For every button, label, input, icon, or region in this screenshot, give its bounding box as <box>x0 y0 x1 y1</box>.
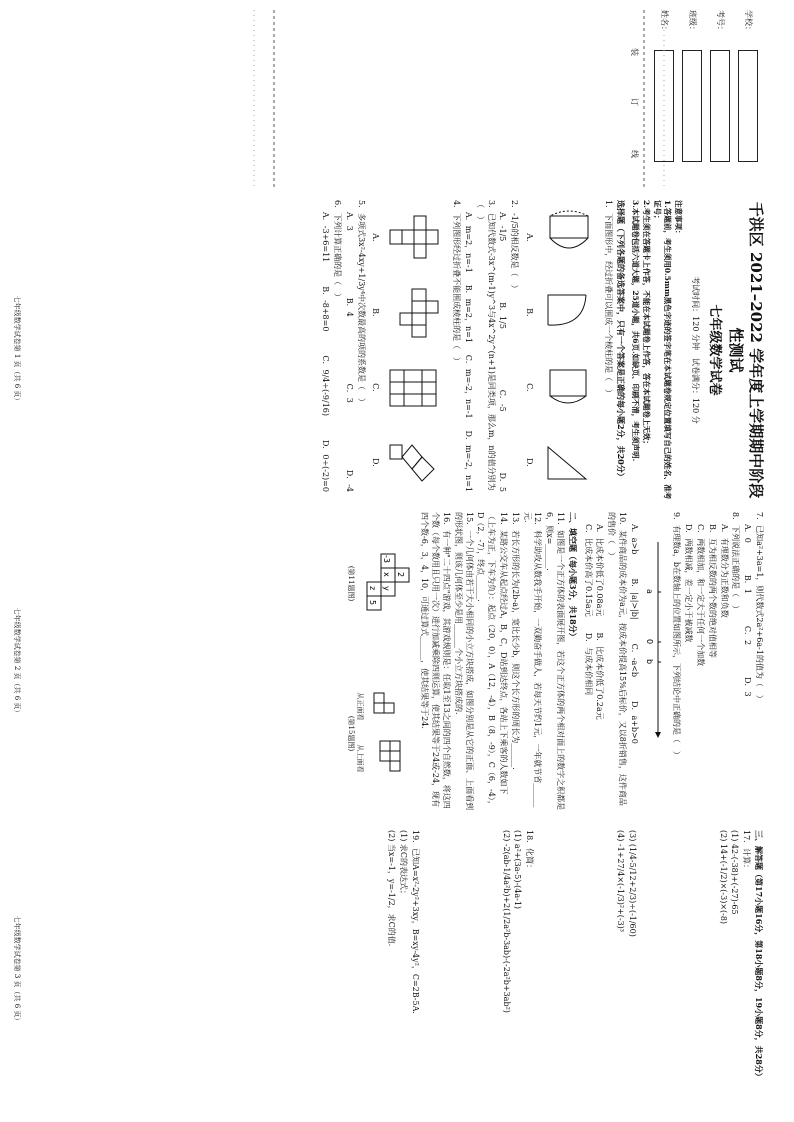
q2-option-a[interactable]: A．-1/5 <box>498 212 508 242</box>
q1-figure-c <box>538 360 596 416</box>
cube-cell-6: 5 <box>367 599 377 605</box>
q4-figure-b <box>384 285 442 341</box>
exam-number-label: 考号： <box>716 10 726 34</box>
q4-option-b[interactable]: B. <box>371 308 381 317</box>
q8-option-a[interactable]: A．有理数分为正数和负数 <box>719 524 729 618</box>
q10-options-cd: C．比成本价高了0.15a元 D．与成本价相同 <box>583 524 593 696</box>
q1-option-a[interactable]: A. <box>524 233 534 242</box>
q6-option-d[interactable]: D．0÷(-2)=0 <box>321 439 331 492</box>
question-6: 6．下列计算正确的是（ ） <box>332 200 342 302</box>
q8-option-d[interactable]: D．两数相减，差一定小于被减数 <box>684 524 694 643</box>
note-item: 3.本试题卷包括六道大题，25道小题，共6页.如缺页、印刷不清，考生须声明. <box>630 200 640 462</box>
section-1-heading: 选择题（下列各题的备选答案中，只有一个答案是正确的每小题2分，共20分） <box>615 200 626 481</box>
front-view-label: 从正面看 <box>356 692 365 721</box>
q6-option-a[interactable]: A．-3+6=11 <box>321 212 331 263</box>
figure-11 <box>345 544 410 624</box>
page-2-figures <box>345 512 410 812</box>
q19-part-1: (1) 求C的表达式； <box>399 830 409 898</box>
question-11: 11．如图是一个正方体的表面展开图，若这个正方体的两个相对面上的数字之积都是6，则x=______. <box>545 512 566 811</box>
q4-figure-a <box>384 210 442 266</box>
binding-dashed-lines <box>0 0 794 200</box>
question-3: 3．已知代数式-3x^(m-1)y^3与4x^2y^(n+1)是同类项，那么m，n的值分别为（ ） <box>475 200 496 491</box>
page-3-footer: 七年级数学试卷第 3 页（共 6 页） <box>13 915 22 1025</box>
q3-option-a[interactable]: A．m=2，n=-1 <box>463 212 473 273</box>
q6-options <box>319 200 330 500</box>
exam-subtitle: 七年级数学试卷 <box>707 304 723 396</box>
q8-option-b[interactable]: B．互为相反数的两个数的绝对值相等 <box>707 524 717 658</box>
q18-part-1: (1) a²+(3a-5)-(4a-1) <box>513 830 523 910</box>
bind-mark-zhuang: 装 <box>630 48 639 56</box>
question-18: 18．化简： <box>525 830 535 873</box>
q10-options-ab: A．比成本价低了0.08a元 B．比成本价低了0.2a元 <box>595 524 605 720</box>
q5-option-d[interactable]: D．-4 <box>344 469 354 492</box>
q19-part-2: (2) 当x=-1，y=-1/2，求C的值. <box>387 830 397 947</box>
q3-option-d[interactable]: D．m=-2，n=1 <box>463 430 473 492</box>
bind-mark-xian: 线 <box>630 150 639 158</box>
q6-option-b[interactable]: B．-8+8=0 <box>321 286 331 332</box>
question-5: 5．多项式3x²-4xy+1/3y⁴中次数最高的项的系数是（ ） <box>356 200 366 407</box>
section-2-heading: 二、填空题（每小题3分，共18分） <box>567 512 578 641</box>
q1-figure-d <box>538 435 596 491</box>
figure-11-label: (第11题图) <box>346 565 355 602</box>
exam-title: 千洪区 2021–2022 学年度上学期期中阶段性测试 <box>726 201 765 499</box>
question-10: 10．某件商品的成本价为a元，按成本价提高15%后标价，又以8折销售，这件商品的售价（ ） <box>607 512 628 806</box>
q4-options <box>370 200 381 500</box>
question-1: 1．下面图形中，经过折叠可以围成一个棱柱的是（ ） <box>603 200 613 398</box>
q1-option-b[interactable]: B. <box>524 308 534 317</box>
note-item: 1.答题前，考生须用0.5mm黑色字迹的签字笔在本试题卷规定位置填写自己的姓名、准考证号； <box>652 200 673 500</box>
axis-label-b: b <box>644 659 654 665</box>
axis-label-zero: 0 <box>644 639 654 645</box>
q2-option-c[interactable]: C．-5 <box>498 389 508 412</box>
exam-page-3 <box>0 830 794 1110</box>
q1-option-c[interactable]: C. <box>524 383 534 392</box>
q17-part-4: (4) -1+27/4×(-1/3)²+(-3)³ <box>616 830 626 933</box>
note-item: 2.考生须在答题卡上作答，不能在本试题卷上作答，答在本试题卷上无效； <box>641 200 651 448</box>
q18-part-2: (2) -2(ab-1/4a²b)+2(1/2a²b-3ab)-(-2a²b+3ab²) <box>501 830 511 1013</box>
question-2: 2．-1/5的相反数是（ ） <box>510 200 520 293</box>
q5-option-b[interactable]: B．4 <box>344 297 354 317</box>
question-13: 13．若长方形的长为(2b-a)，宽比长少b，则这个长方形的周长为______. <box>510 512 520 770</box>
cube-cell-1: 2 <box>395 571 405 577</box>
page-2-footer: 七年级数学试卷第 2 页（共 6 页） <box>13 607 22 717</box>
q3-options <box>462 200 473 500</box>
axis-label-a: a <box>644 589 654 594</box>
exam-page-1 <box>0 200 794 500</box>
question-4: 4．下列图形经过折叠不能围成棱柱的是（ ） <box>452 200 462 366</box>
number-line-figure <box>644 512 670 772</box>
q3-option-c[interactable]: C．m=-2，n=-1 <box>463 354 473 419</box>
q3-option-b[interactable]: B．m=2，n=1 <box>463 284 473 343</box>
class-label: 班级： <box>688 10 698 34</box>
q5-option-c[interactable]: C．3 <box>344 383 354 403</box>
question-19: 19．已知A=x²-2y²+3xy，B=xy-4y²，C=2B-5A. <box>410 830 420 1014</box>
question-9: 9．有理数a，b在数轴上的位置如图所示，下列结论中正确的是（ ） <box>672 512 682 759</box>
top-view-label: 从上面看 <box>356 744 365 773</box>
q7-options: A．0 B．1 C．2 D．3 <box>743 524 753 697</box>
q1-figure-a <box>538 210 596 266</box>
top-view-figure <box>368 737 404 781</box>
cube-cell-3: x <box>381 571 391 577</box>
q4-figure-c <box>384 360 442 416</box>
bind-mark-ding: 订 <box>630 98 639 106</box>
q5-option-a[interactable]: A．3 <box>344 212 354 231</box>
cube-cell-2: -3 <box>381 554 391 563</box>
q8-option-c[interactable]: C．两数相加，和一定大于任何一个加数 <box>696 524 706 667</box>
cube-net-figure <box>359 544 411 624</box>
figure-15 <box>345 687 404 781</box>
q4-option-c[interactable]: C. <box>371 383 381 392</box>
q4-option-d[interactable]: D. <box>371 458 381 467</box>
q4-figure-d <box>384 435 442 491</box>
q17-part-1: (1) 42-(-38)+(-27)-65 <box>730 830 740 915</box>
exam-page-2 <box>0 512 794 812</box>
q17-part-3: (3) (1/4-5/12+2/3)÷(-1/60) <box>627 830 637 937</box>
q2-option-b[interactable]: B．1/5 <box>498 302 508 329</box>
question-7: 7．已知a²+3a=1，则代数式2a²+6a-1的值为（ ） <box>755 512 764 703</box>
school-label: 学校： <box>744 10 754 34</box>
exam-meta: 考试时间：120 分钟 试卷满分：120 分 <box>690 276 700 424</box>
q4-figures <box>384 200 448 500</box>
name-label: 姓名： <box>660 10 670 34</box>
cube-cell-5: z <box>367 585 377 590</box>
question-16: 16．有一种"二十四点"游戏，其游戏规则是：任取1至13之间的四个自然数，将这四个数（每个数用且只用一次）进行加减乘除四则运算，使其结果等于24或-24，现有四个数-6，3，4，10，可通过算式______，使其结果等于24. <box>420 512 452 809</box>
q1-figures <box>538 200 600 500</box>
q1-figure-b <box>538 285 596 341</box>
page-1-footer: 七年级数学试卷第 1 页（共 6 页） <box>13 295 22 405</box>
q6-option-c[interactable]: C．9/4÷(-9/16) <box>321 355 331 416</box>
q1-option-d[interactable]: D. <box>524 458 534 467</box>
question-14-data: （上车为正，下车为负）：起点（20，0），A（12，-4），B（8，-9），C（6，-4），D（2，-7），终点______. <box>476 512 497 809</box>
front-view-figure <box>368 687 398 727</box>
q4-option-a[interactable]: A. <box>371 233 381 242</box>
question-8: 8．下列说法正确的是（ ） <box>731 512 741 614</box>
q2-options <box>497 200 508 500</box>
cube-cell-4: y <box>381 585 391 591</box>
question-14: 14．某路公交车从起点经过A，B，C，D站到达终点，各站上下乘客的人数如下 <box>499 512 509 795</box>
q5-options <box>343 200 354 500</box>
binding-strip <box>0 0 794 200</box>
question-17: 17．计算： <box>742 830 752 873</box>
question-15: 15．一个几何体由若干大小相同的小立方块搭成，如图分别是从它的正面、上面看到的形状图，则该几何体至少是用______个小立方块搭成的. <box>453 512 474 811</box>
figure-15-label: (第15题图) <box>346 715 355 752</box>
section-3-heading: 三、解答题（第17小题16分，第18小题8分，19小题8分，共28分） <box>754 830 764 1081</box>
q17-part-2: (2) 14+(-1/2)×(-3)×(-8) <box>718 830 728 925</box>
q1-options <box>523 200 534 500</box>
notes-heading: 注意事项： <box>674 200 684 238</box>
notes-block <box>630 200 684 500</box>
q9-options: A．a>b B．|a|>|b| C．-a<b D．a+b>0 <box>629 524 639 744</box>
q2-option-d[interactable]: D．5 <box>498 472 508 492</box>
question-12: 12．科学助攻从数我手开始，一双勤奋手做人，若每天节约1元，一年就节省______元. <box>522 512 543 808</box>
